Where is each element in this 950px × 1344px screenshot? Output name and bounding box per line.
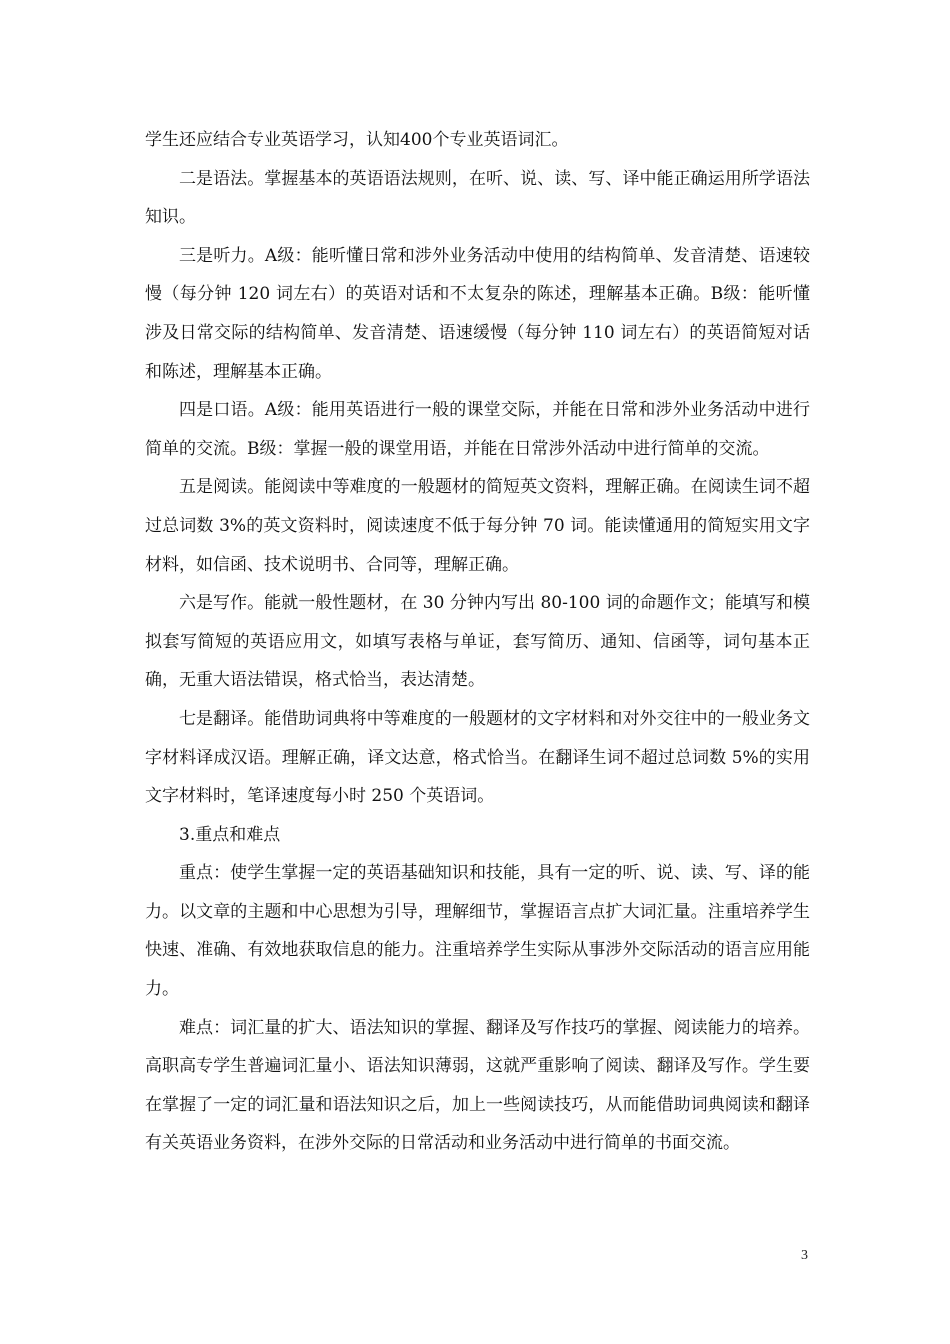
paragraph-vocabulary-continuation: 学生还应结合专业英语学习，认知400个专业英语词汇。: [145, 130, 569, 150]
page-number: 3: [801, 1248, 808, 1263]
paragraph-reading: 五是阅读。能阅读中等难度的一般题材的简短英文资料，理解正确。在阅读生词不超过总词数 3%的英文资料时，阅读速度不低于每分钟 70 词。能读懂通用的简短实用文字材料，如信函、技术说明书、合同等，理解正确。: [145, 477, 810, 575]
paragraph-key-points: 重点：使学生掌握一定的英语基础知识和技能，具有一定的听、说、读、写、译的能力。以文章的主题和中心思想为引导，理解细节，掌握语言点扩大词汇量。注重培养学生快速、准确、有效地获取信息的能力。注重培养学生实际从事涉外交际活动的语言应用能力。: [145, 863, 810, 1000]
paragraph-difficulties: 难点：词汇量的扩大、语法知识的掌握、翻译及写作技巧的掌握、阅读能力的培养。高职高专学生普遍词汇量小、语法知识薄弱，这就严重影响了阅读、翻译及写作。学生要在掌握了一定的词汇量和语法知识之后，加上一些阅读技巧，从而能借助词典阅读和翻译有关英语业务资料，在涉外交际的日常活动和业务活动中进行简单的书面交流。: [145, 1017, 810, 1154]
paragraph-speaking: 四是口语。A级：能用英语进行一般的课堂交际，并能在日常和涉外业务活动中进行简单的交流。B级：掌握一般的课堂用语，并能在日常涉外活动中进行简单的交流。: [145, 400, 810, 459]
paragraph-listening: 三是听力。A级：能听懂日常和涉外业务活动中使用的结构简单、发音清楚、语速较慢（每分钟 120 词左右）的英语对话和不太复杂的陈述，理解基本正确。B级：能听懂涉及日常交际的结构简单、发音清楚、语速缓慢（每分钟 110 词左右）的英语简短对话和陈述，理解基本正确。: [145, 245, 810, 382]
paragraph-writing: 六是写作。能就一般性题材，在 30 分钟内写出 80-100 词的命题作文；能填写和模拟套写简短的英语应用文，如填写表格与单证，套写简历、通知、信函等，词句基本正确，无重大语法错误，格式恰当，表达清楚。: [145, 593, 810, 691]
body-text: [145, 121, 810, 1163]
paragraph-grammar: 二是语法。掌握基本的英语语法规则，在听、说、读、写、译中能正确运用所学语法知识。: [145, 168, 810, 228]
section-heading-key-points: 3.重点和难点: [179, 824, 281, 845]
paragraph-translation: 七是翻译。能借助词典将中等难度的一般题材的文字材料和对外交往中的一般业务文字材料译成汉语。理解正确，译文达意，格式恰当。在翻译生词不超过总词数 5%的实用文字材料时，笔译速度每小时 250 个英语词。: [145, 708, 810, 807]
